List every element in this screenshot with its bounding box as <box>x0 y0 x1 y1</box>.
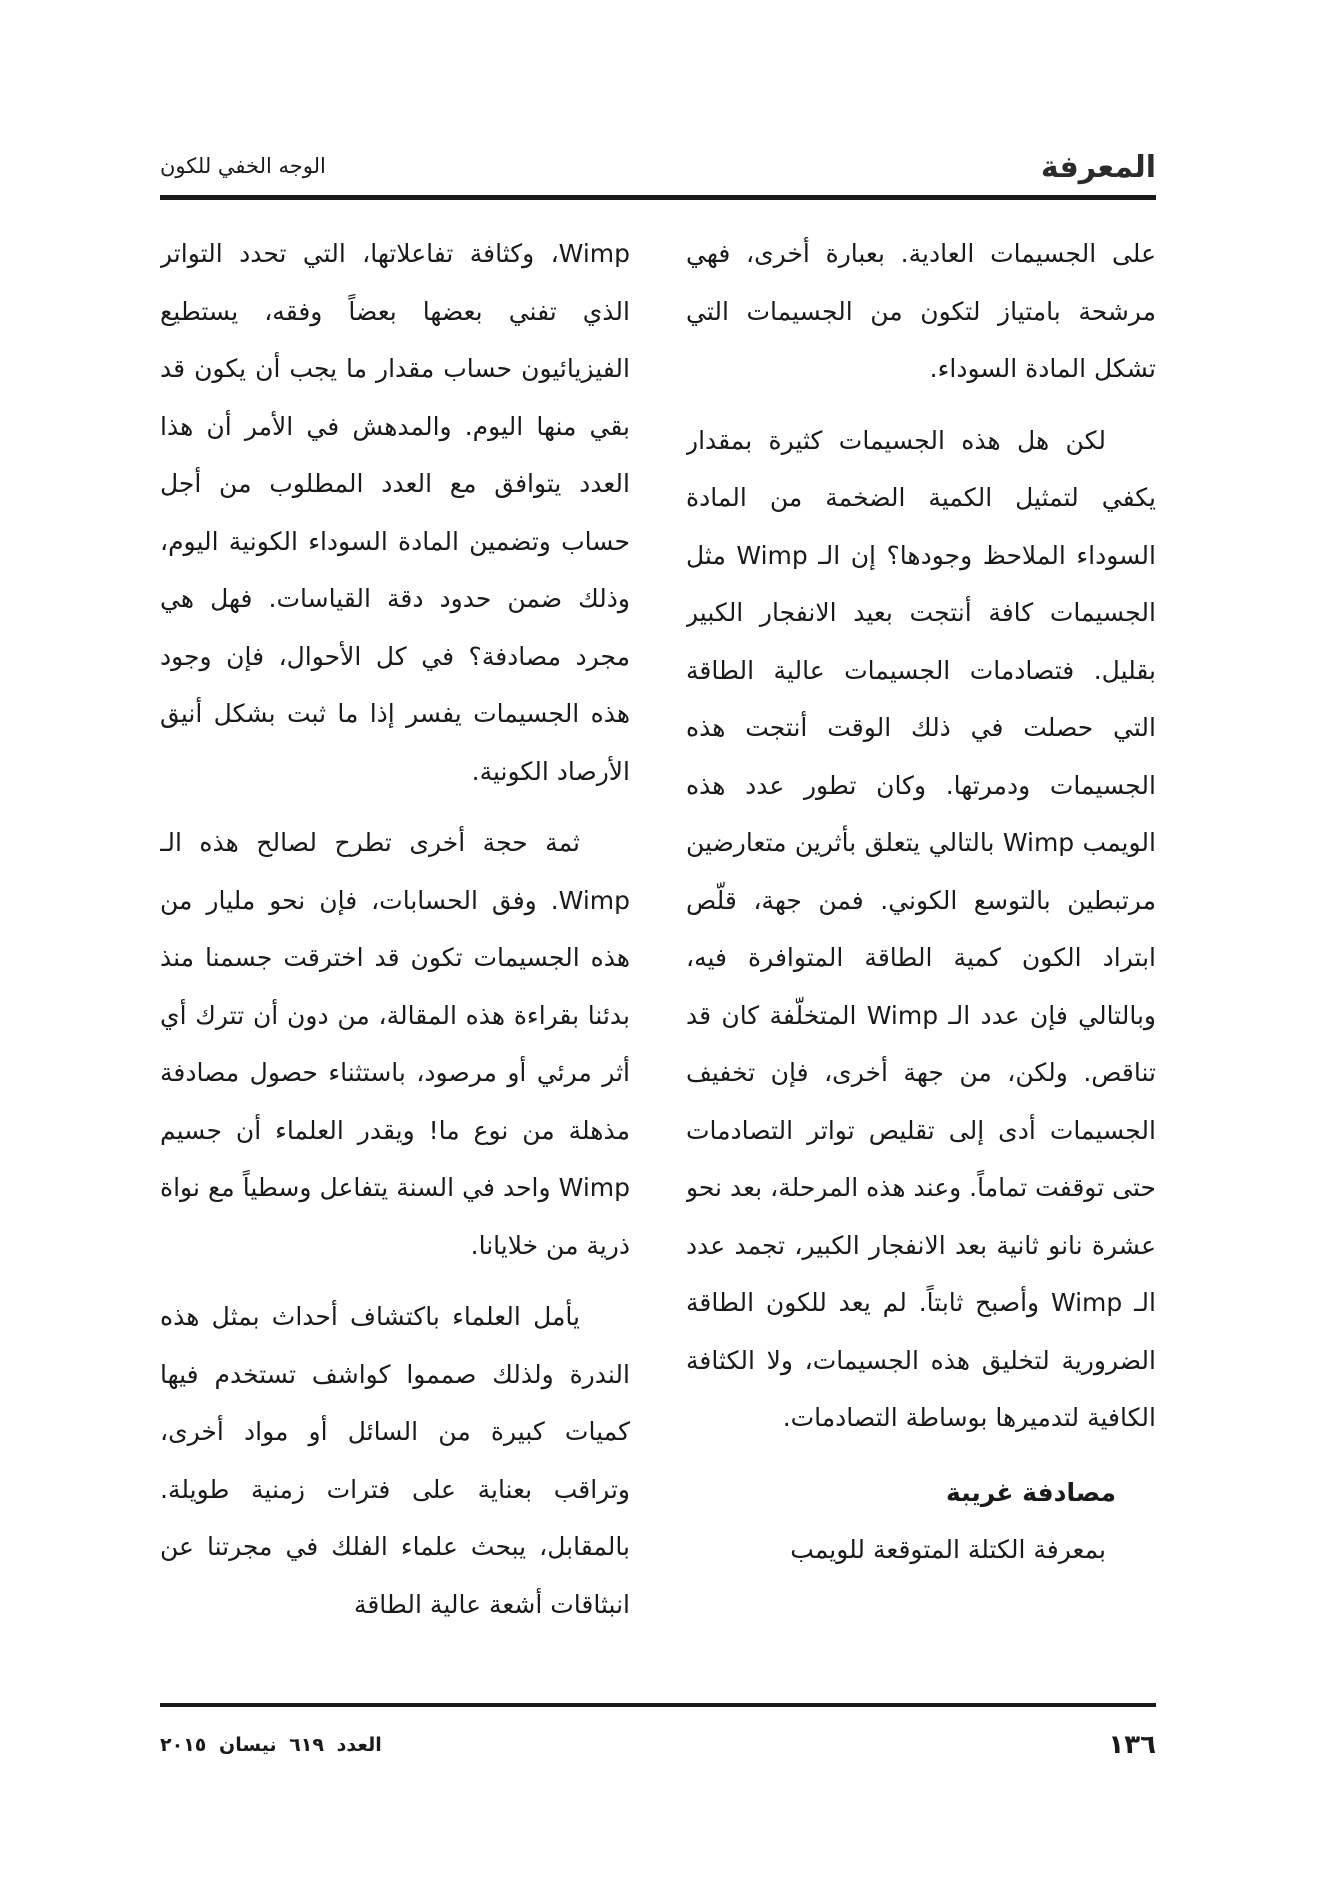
paragraph: لكن هل هذه الجسيمات كثيرة بمقدار يكفي لتمثيل الكمية الضخمة من المادة السوداء الملاحظ وجودها؟ إن الـ Wimp مثل الجسيمات كافة أنتجت بعيد الانفجار الكبير بقليل. فتصادمات الجسيمات عالية الطاقة التي حصلت في ذلك الوقت أنتجت هذه الجسيمات ودمرتها. وكان تطور عدد هذه الويمب Wimp بالتالي يتعلق بأثرين متعارضين مرتبطين بالتوسع الكوني. فمن جهة، قلّص ابتراد الكون كمية الطاقة المتوافرة فيه، وبالتالي فإن عدد الـ Wimp المتخلّفة كان قد تناقص. ولكن، من جهة أخرى، فإن تخفيف الجسيمات أدى إلى تقليص تواتر التصادمات حتى توقفت تماماً. وعند هذه المرحلة، بعد نحو عشرة نانو ثانية بعد الانفجار الكبير، تجمد عدد الـ Wimp وأصبح ثابتاً. لم يعد للكون الطاقة الضرورية لتخليق هذه الجسيمات، ولا الكثافة الكافية لتدميرها بوساطة التصادمات. <box>686 425 1156 1432</box>
paragraph: بمعرفة الكتلة المتوقعة للويمب <box>790 1534 1106 1564</box>
magazine-logo: المعرفة <box>1040 150 1156 185</box>
issue-info: العدد ٦١٩ نيسان ٢٠١٥ <box>160 1734 382 1756</box>
page-number: ١٣٦ <box>1108 1730 1156 1760</box>
paragraph: على الجسيمات العادية. بعبارة أخرى، فهي مرشحة بامتياز لتكون من الجسيمات التي تشكل المادة السوداء. <box>686 239 1156 383</box>
left-column <box>160 225 630 1680</box>
page-header <box>160 150 1156 190</box>
running-title: الوجه الخفي للكون <box>160 154 326 178</box>
section-subheading: مصادفة غريبة <box>946 1477 1116 1507</box>
header-rule <box>160 195 1156 200</box>
paragraph: ثمة حجة أخرى تطرح لصالح هذه الـ Wimp. وفق الحسابات، فإن نحو مليار من هذه الجسيمات تكون قد اخترقت جسمنا منذ بدئنا بقراءة هذه المقالة، من دون أن تترك أي أثر مرئي أو مرصود، باستثناء حصول مصادفة مذهلة من نوع ما! ويقدر العلماء أن جسيم Wimp واحد في السنة يتفاعل وسطياً مع نواة ذرية من خلايانا. <box>160 828 630 1260</box>
paragraph: Wimp، وكثافة تفاعلاتها، التي تحدد التواتر الذي تفني بعضها بعضاً وفقه، يستطيع الفيزيائيون حساب مقدار ما يجب أن يكون قد بقي منها اليوم. والمدهش في الأمر أن هذا العدد يتوافق مع العدد المطلوب من أجل حساب وتضمين المادة السوداء الكونية اليوم، وذلك ضمن حدود دقة القياسات. فهل هي مجرد مصادفة؟ في كل الأحوال، فإن وجود هذه الجسيمات يفسر إذا ما ثبت بشكل أنيق الأرصاد الكونية. <box>160 239 630 786</box>
paragraph: يأمل العلماء باكتشاف أحداث بمثل هذه الندرة ولذلك صمموا كواشف تستخدم فيها كميات كبيرة من السائل أو مواد أخرى، وتراقب بعناية على فترات زمنية طويلة. بالمقابل، يبحث علماء الفلك في مجرتنا عن انبثاقات أشعة عالية الطاقة <box>160 1302 630 1619</box>
footer-rule <box>160 1703 1156 1707</box>
right-column <box>686 225 1156 1680</box>
